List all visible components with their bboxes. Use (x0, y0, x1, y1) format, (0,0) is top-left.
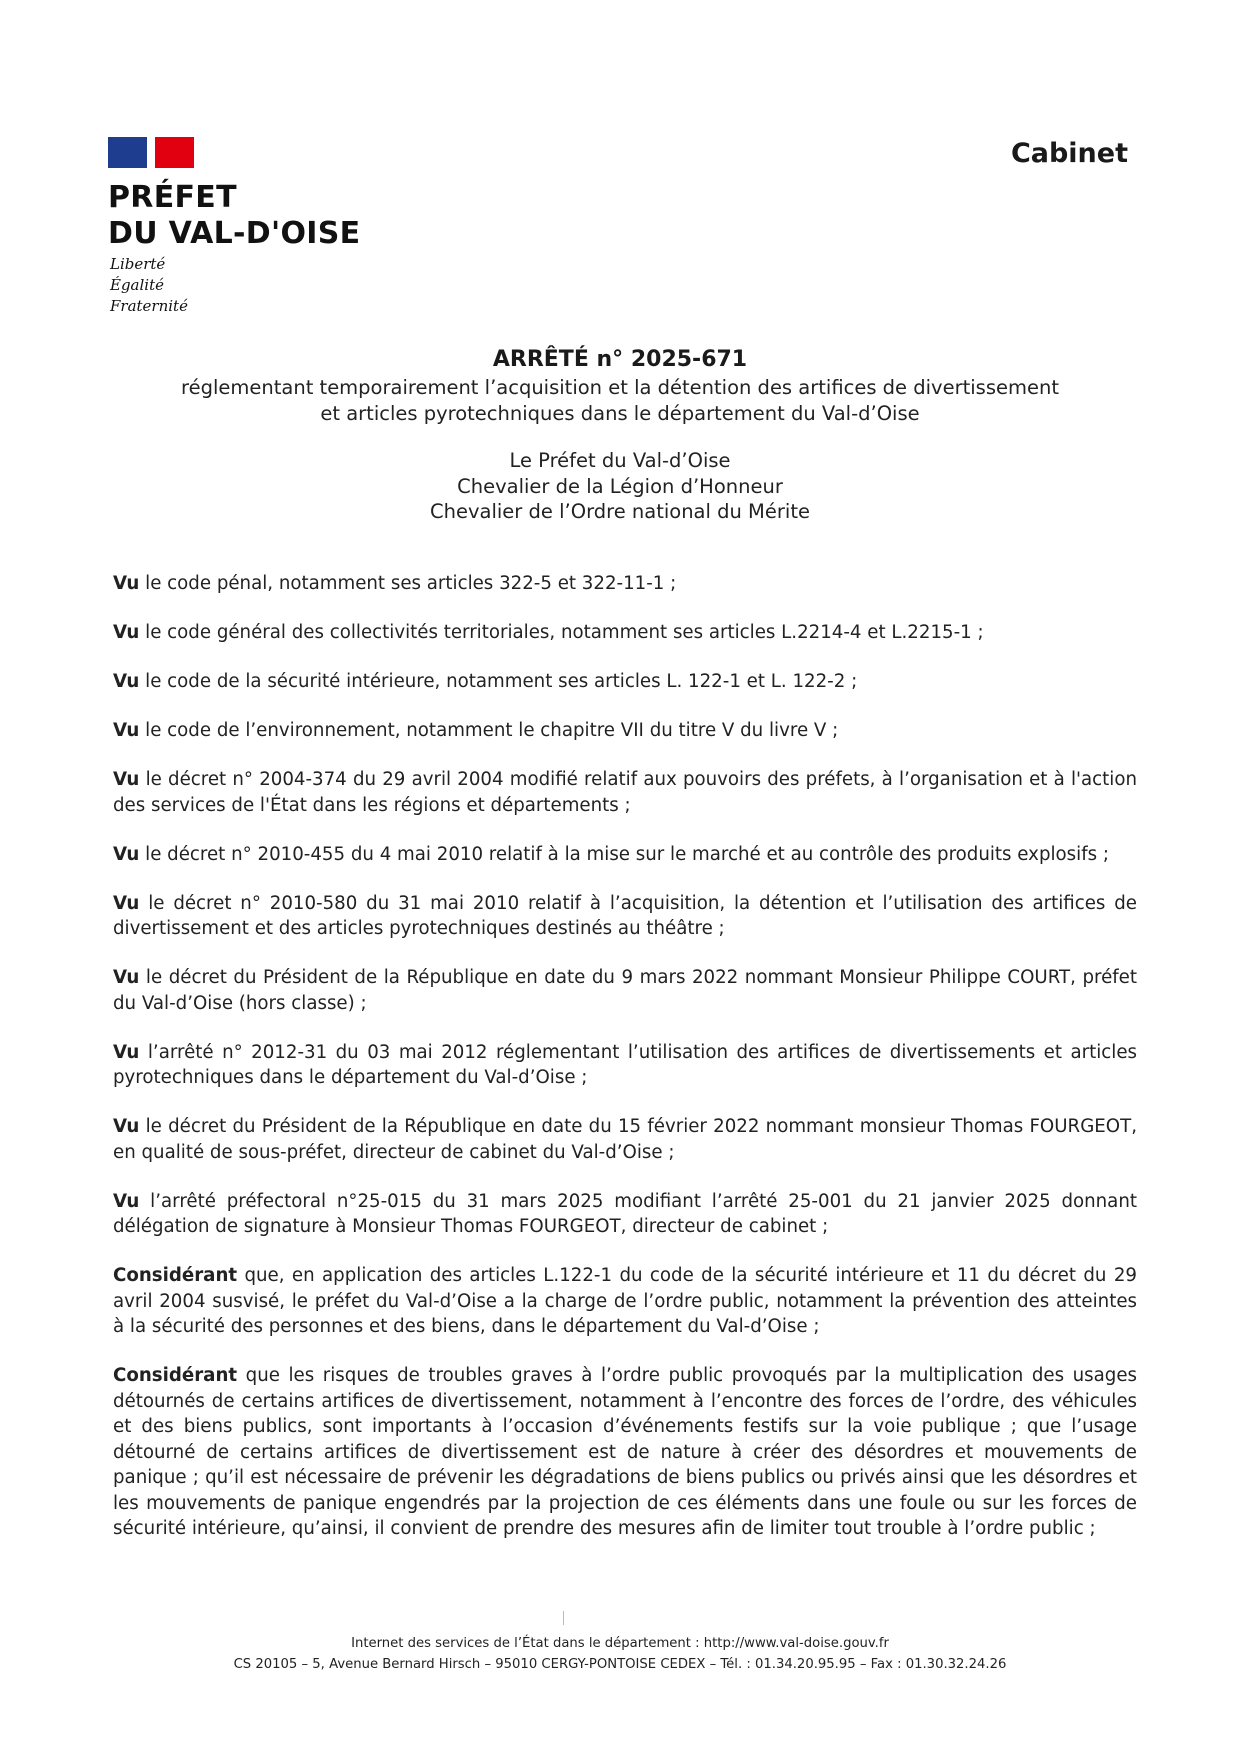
footer-divider (563, 1611, 564, 1625)
considerant-text: que les risques de troubles graves à l’ordre public provoqués par la multiplication des usages détournés de certains artifices de divertissement, notamment à l’encontre des forces de l’ordre, des véhicules et des biens publics, sont importants à l’occasion d’événements festifs sur la voie publique ; que l’usage détourné de certains artifices de divertissement est de nature à créer des désordres et mouvements de panique ; qu’il est nécessaire de prévenir les dégradations de biens publics ou privés ainsi que les désordres et les mouvements de panique engendrés par la projection de ces éléments dans une foule ou sur les forces de sécurité intérieure, qu’ainsi, il convient de prendre des mesures afin de limiter tout trouble à l’ordre public ; (113, 1365, 1137, 1539)
prefecture-name-line1: PRÉFET (108, 180, 237, 215)
visa-keyword: Vu (113, 769, 140, 790)
visa-keyword: Vu (113, 622, 140, 643)
visa-text: l’arrêté n° 2012-31 du 03 mai 2012 réglementant l’utilisation des artifices de divertissements et articles pyrotechniques dans le département du Val-d’Oise ; (113, 1041, 1137, 1088)
footer-website-line: Internet des services de l’État dans le département : http://www.val-doise.gouv.fr (351, 1636, 889, 1651)
footer-address-line: CS 20105 – 5, Avenue Bernard Hirsch – 95010 CERGY-PONTOISE CEDEX – Tél. : 01.34.20.95.95 – Fax : 01.30.32.24.26 (233, 1657, 1007, 1672)
considerant-keyword: Considérant (113, 1265, 238, 1286)
authority-line1: Le Préfet du Val-d’Oise (509, 449, 731, 472)
visa-paragraph (113, 718, 1137, 744)
considerant-paragraph (113, 1363, 1137, 1542)
visa-keyword: Vu (113, 671, 140, 692)
motto-egalite: Égalité (110, 276, 164, 294)
authority-line3: Chevalier de l’Ordre national du Mérite (430, 500, 810, 523)
visa-keyword: Vu (113, 892, 140, 914)
visa-paragraph (113, 842, 1137, 868)
considerant-keyword: Considérant (113, 1365, 238, 1386)
visa-paragraph (113, 965, 1137, 1016)
flag-blue-band (108, 137, 147, 168)
considerant-text: que, en application des articles L.122-1 du code de la sécurité intérieure et 11 du décret du 29 avril 2004 susvisé, le préfet du Val-d’Oise a la charge de l’ordre public, notamment la prévention des atteintes à la sécurité des personnes et des biens, dans le département du Val-d’Oise ; (113, 1265, 1137, 1337)
page-footer (0, 1633, 1240, 1675)
visa-keyword: Vu (113, 843, 140, 865)
arrete-number: ARRÊTÉ n° 2025-671 (492, 347, 748, 372)
visa-text: le décret du Président de la République en date du 9 mars 2022 nommant Monsieur Philippe COURT, préfet du Val-d’Oise (hors classe) ; (113, 967, 1137, 1014)
visa-text: le décret du Président de la République en date du 15 février 2022 nommant monsieur Thomas FOURGEOT, en qualité de sous-préfet, directeur de cabinet du Val-d’Oise ; (113, 1116, 1137, 1163)
visa-paragraph (113, 767, 1137, 818)
visa-paragraph (113, 620, 1137, 646)
visa-paragraph (113, 1040, 1137, 1091)
flag-white-band (147, 137, 155, 168)
visa-paragraph (113, 1114, 1137, 1165)
visas-list (113, 571, 1137, 1565)
visa-keyword: Vu (113, 720, 140, 741)
flag-red-band (155, 137, 194, 168)
prefecture-name (108, 180, 360, 252)
motto-fraternite: Fraternité (110, 297, 188, 315)
visa-text: le code de la sécurité intérieure, notamment ses articles L. 122-1 et L. 122-2 ; (139, 671, 858, 692)
visa-text: le code de l’environnement, notamment le chapitre VII du titre V du livre V ; (139, 720, 839, 741)
visa-paragraph (113, 1189, 1137, 1240)
visa-text: le code général des collectivités territoriales, notamment ses articles L.2214-4 et L.2215-1 ; (139, 622, 984, 643)
visa-keyword: Vu (113, 573, 140, 594)
visa-paragraph (113, 669, 1137, 695)
arrete-title-block (0, 345, 1240, 427)
visa-keyword: Vu (113, 1190, 140, 1212)
republic-motto (110, 254, 188, 317)
visa-text: le décret n° 2004-374 du 29 avril 2004 modifié relatif aux pouvoirs des préfets, à l’organisation et à l'action des services de l'État dans les régions et départements ; (113, 769, 1137, 816)
visa-keyword: Vu (113, 1041, 140, 1063)
visa-text: le décret n° 2010-580 du 31 mai 2010 relatif à l’acquisition, la détention et l’utilisation des artifices de divertissement et des articles pyrotechniques destinés au théâtre ; (113, 892, 1137, 939)
visa-text: l’arrêté préfectoral n°25-015 du 31 mars 2025 modifiant l’arrêté 25-001 du 21 janvier 2025 donnant délégation de signature à Monsieur Thomas FOURGEOT, directeur de cabinet ; (113, 1190, 1137, 1237)
authority-line2: Chevalier de la Légion d’Honneur (457, 474, 783, 498)
visa-text: le décret n° 2010-455 du 4 mai 2010 relatif à la mise sur le marché et au contrôle des produits explosifs ; (139, 843, 1109, 865)
visa-paragraph (113, 571, 1137, 597)
motto-liberte: Liberté (110, 255, 166, 273)
arrete-subtitle-line2: et articles pyrotechniques dans le département du Val-d’Oise (320, 402, 920, 425)
visa-text: le code pénal, notamment ses articles 322-5 et 322-11-1 ; (139, 573, 677, 594)
marianne-logo (108, 137, 194, 168)
visa-keyword: Vu (113, 1116, 140, 1137)
visa-keyword: Vu (113, 967, 140, 988)
visa-paragraph (113, 891, 1137, 942)
service-name: Cabinet (1010, 138, 1128, 169)
considerant-paragraph (113, 1263, 1137, 1340)
arrete-subtitle-line1: réglementant temporairement l’acquisition et la détention des artifices de divertissement (181, 376, 1059, 399)
authority-block (0, 448, 1240, 525)
prefecture-name-line2: DU VAL-D'OISE (108, 216, 361, 251)
